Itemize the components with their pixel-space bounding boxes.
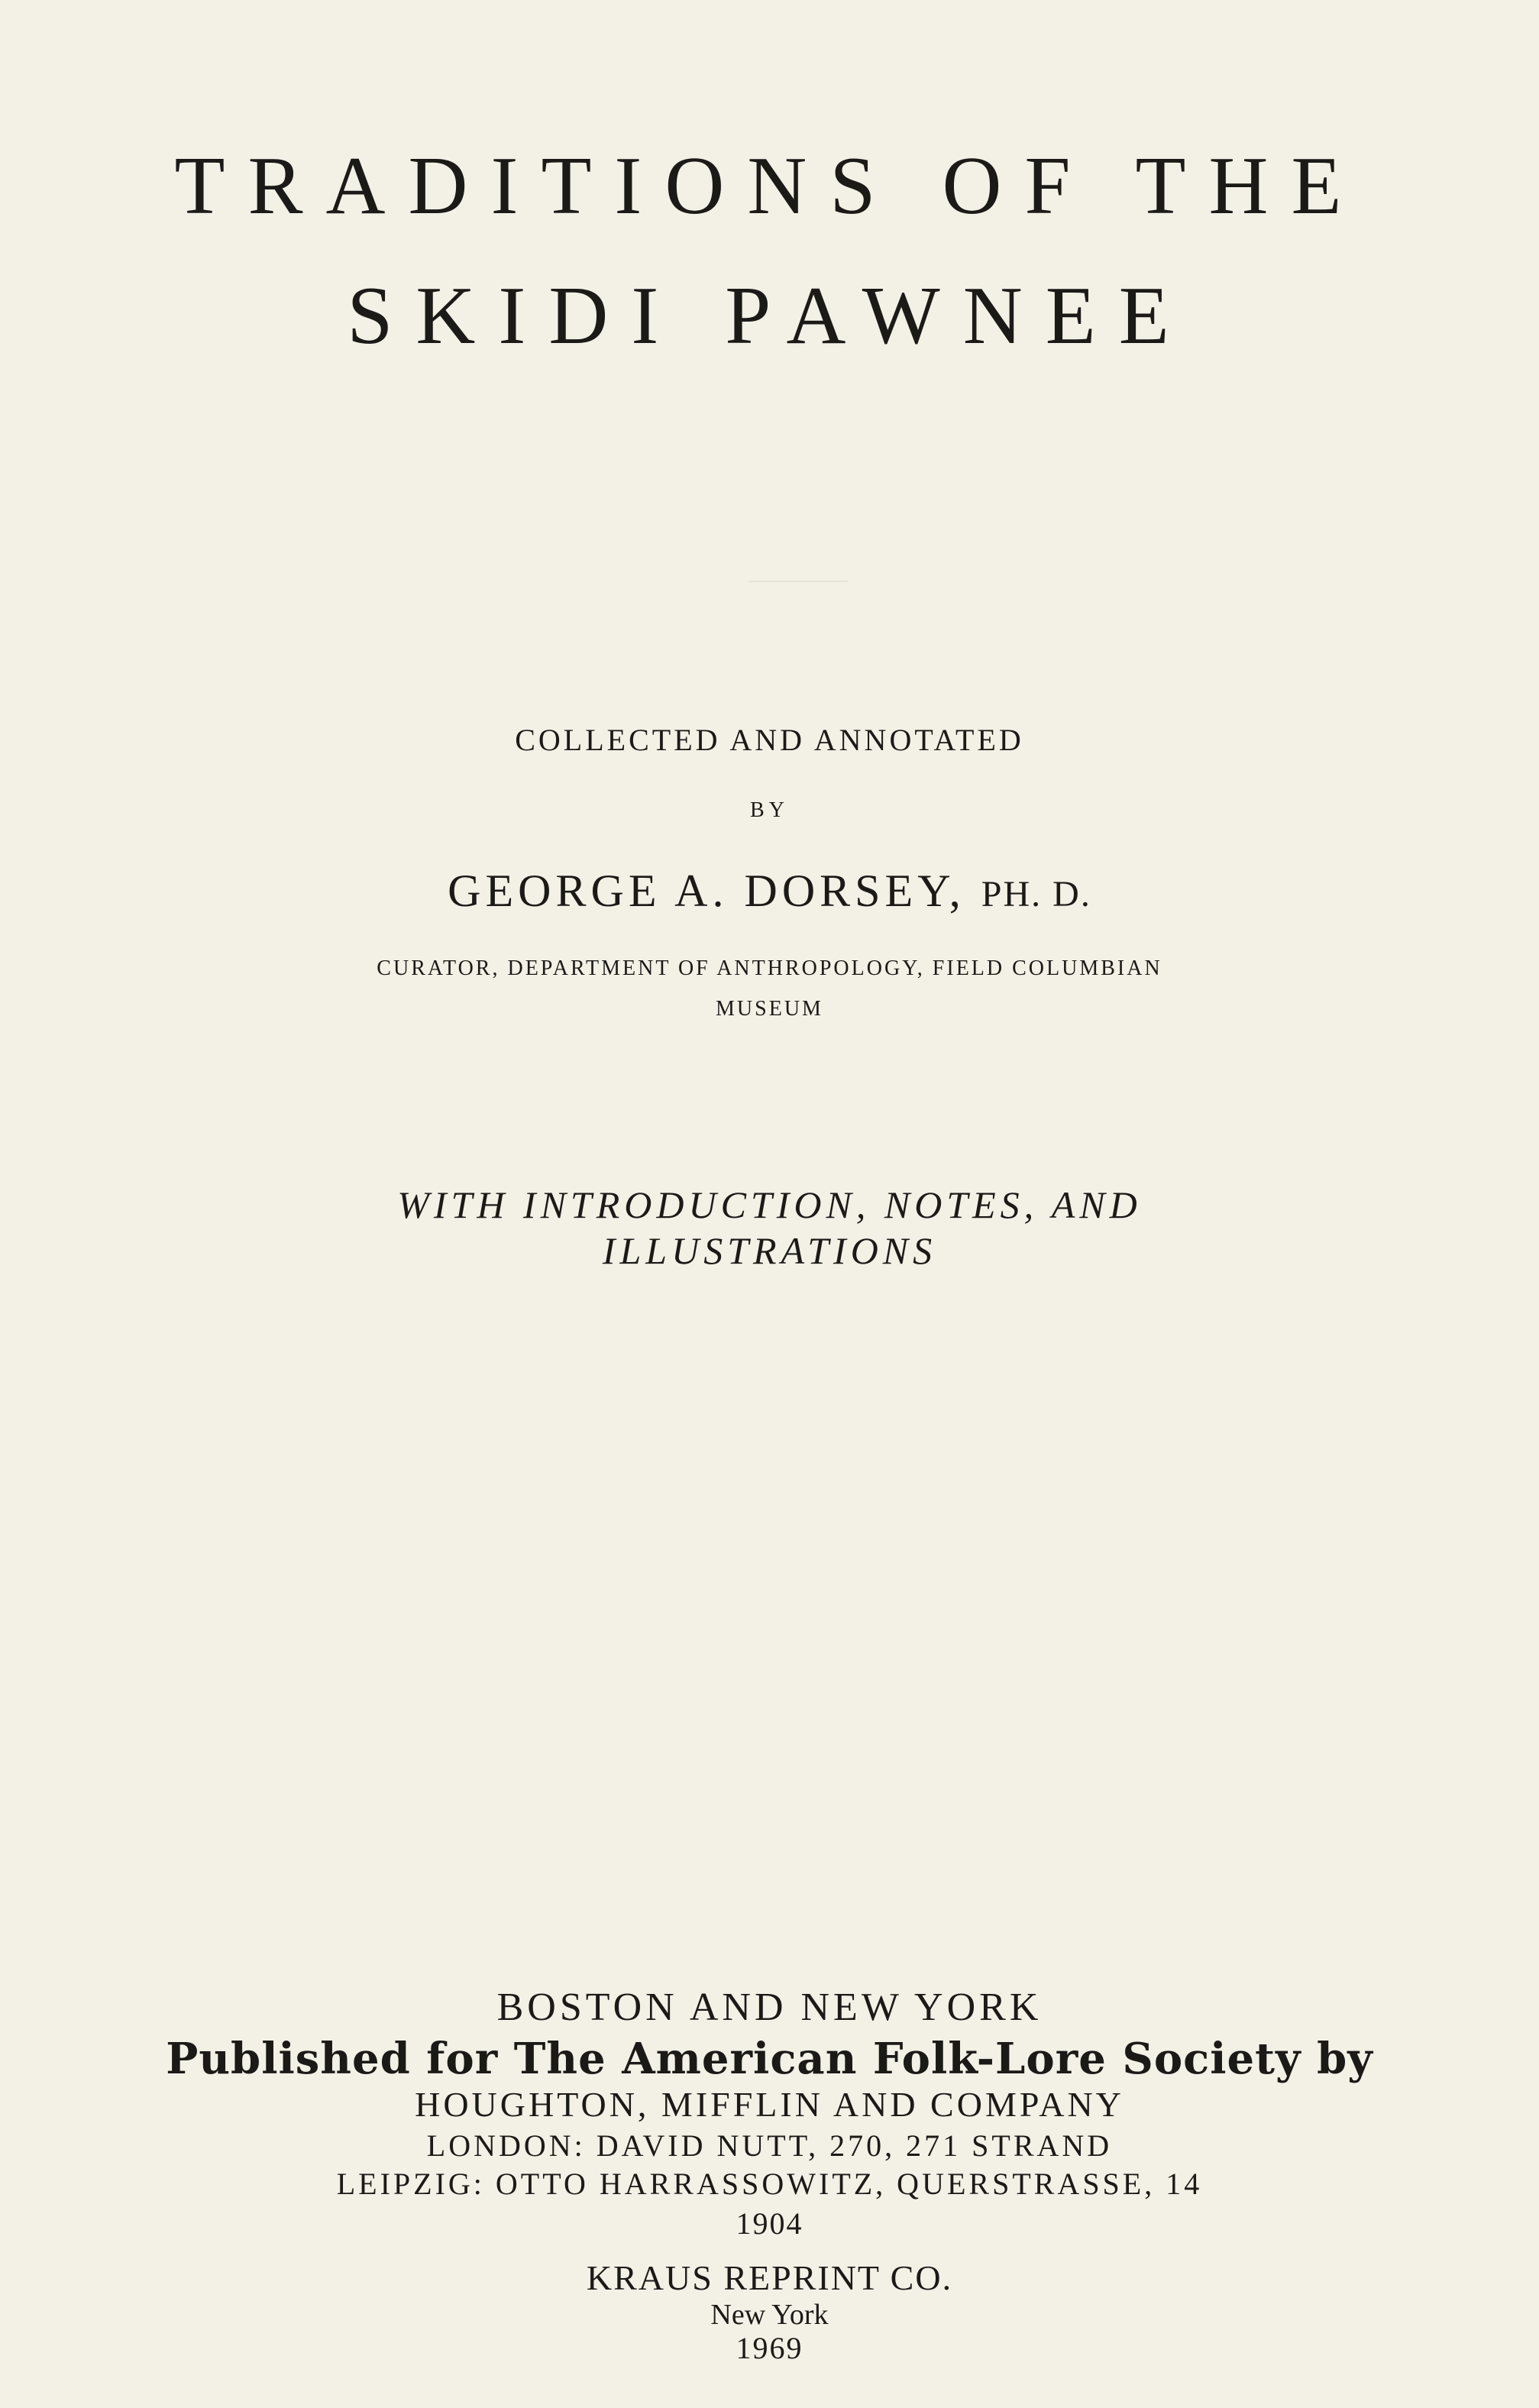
author-name: GEORGE A. DORSEY, <box>448 866 965 916</box>
reprint-city: New York <box>710 2299 829 2331</box>
affiliation-line-1: CURATOR, DEPARTMENT OF ANTHROPOLOGY, FIELD COLUMBIAN <box>377 956 1162 980</box>
subtitle-line-1: WITH INTRODUCTION, NOTES, AND <box>397 1183 1142 1226</box>
publication-place: BOSTON AND NEW YORK <box>496 1986 1043 2029</box>
author-degree: PH. D. <box>981 874 1091 914</box>
book-title-line-2: SKIDI PAWNEE <box>347 270 1192 361</box>
society-line: Published for The American Folk-Lore Society by <box>166 2034 1373 2084</box>
london-imprint: LONDON: DAVID NUTT, 270, 271 STRAND <box>426 2128 1113 2163</box>
by-text: BY <box>750 798 789 822</box>
affiliation-line-2: MUSEUM <box>716 997 823 1021</box>
book-title-line-1: TRADITIONS OF THE <box>174 141 1365 231</box>
collected-annotated-line: COLLECTED AND ANNOTATED <box>515 723 1024 757</box>
author-line <box>0 865 1539 918</box>
reprint-publisher: KRAUS REPRINT CO. <box>586 2258 953 2297</box>
publisher-name: HOUGHTON, MIFFLIN AND COMPANY <box>415 2085 1124 2124</box>
by-line <box>0 798 1539 823</box>
subtitle-line-2: ILLUSTRATIONS <box>602 1229 937 1272</box>
reprint-year: 1969 <box>736 2331 803 2365</box>
publication-year: 1904 <box>736 2206 803 2241</box>
leipzig-imprint: LEIPZIG: OTTO HARRASSOWITZ, QUERSTRASSE, 14 <box>336 2167 1203 2201</box>
